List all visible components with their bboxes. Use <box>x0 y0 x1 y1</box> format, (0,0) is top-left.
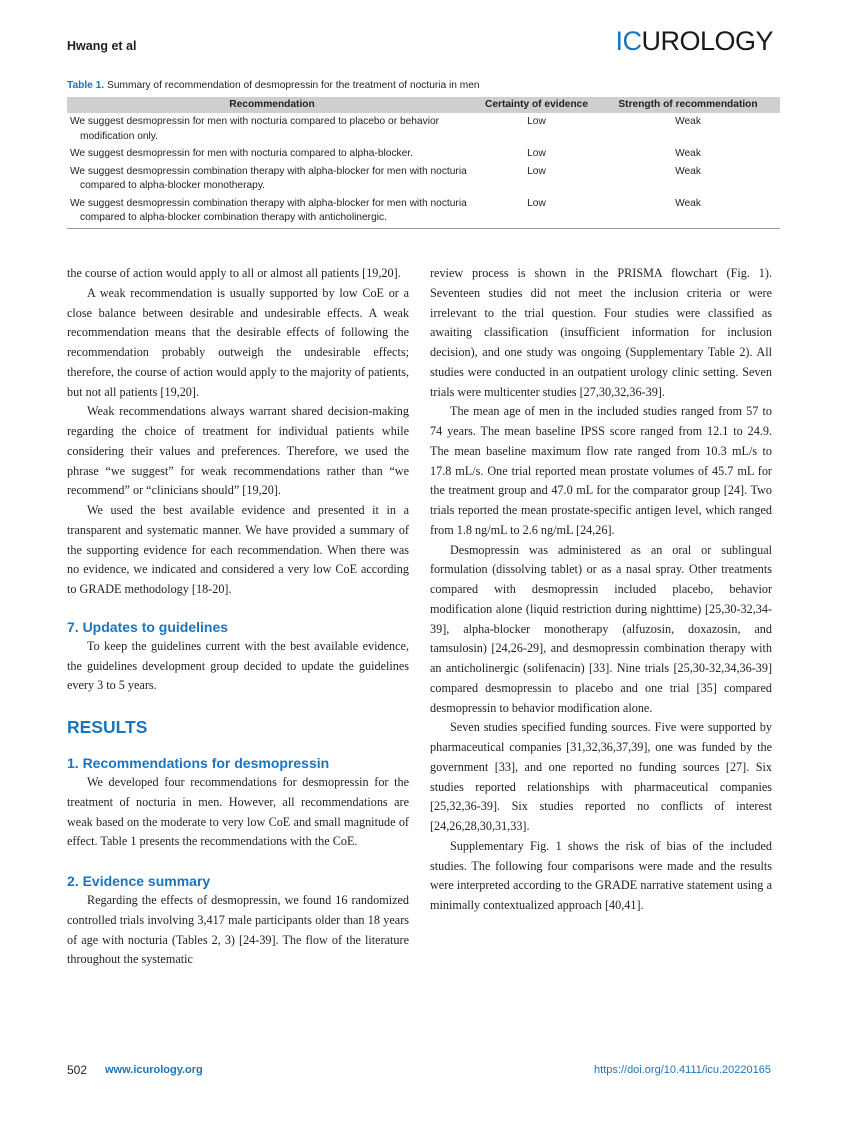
paragraph: Weak recommendations always warrant shared decision-making regarding the choice of treatment for individual patients while considering their values and preferences. Therefore, we used the phrase “we suggest” for weak recommendations rather than “we recommend” or “clinicians should” [19,20]. <box>67 404 409 498</box>
paragraph: The mean age of men in the included studies ranged from 57 to 74 years. The mean baseline IPSS score ranged from 12.1 to 24.9. The mean baseline maximum flow rate ranged from 10.3 mL/s to 17.8 mL/s. One trial reported mean prostate volumes of 45.7 mL for the treatment group and 47.0 mL for the comparator group [24]. Two trials reported the mean prostate-specific antigen level, which ranged from 1.8 ng/mL to 2.6 ng/mL [24,26]. <box>430 404 772 537</box>
heading-evidence-summary: 2. Evidence summary <box>67 873 211 889</box>
table-row <box>67 195 780 228</box>
cell-recommendation: We suggest desmopressin for men with nocturia compared to placebo or behavior modification only. <box>70 116 440 142</box>
paragraph: To keep the guidelines current with the best available evidence, the guidelines development group decided to update the guidelines every 3 to 5 years. <box>67 638 409 693</box>
cell-certainty: Low <box>477 195 596 228</box>
paragraph: Desmopressin was administered as an oral or sublingual formulation (dissolving tablet) or as a nasal spray. Other treatments compared with desmopressin included placebo, behavior modification alone (liquid restriction during nighttime) [25,30-32,34-39], alpha-blocker monotherapy (alfuzosin, doxazosin, and tamsulosin) [24,26-29], and desmopressin combination therapy with an anticholinergic (solifenacin) [33]. Nine trials [25,30-32,34,36-39] compared desmopressin to placebo and one trial [35] compared desmopressin to behavior modification alone. <box>430 542 772 715</box>
heading-recommendations: 1. Recommendations for desmopressin <box>67 755 330 771</box>
cell-certainty: Low <box>527 148 546 160</box>
header-strength: Strength of recommendation <box>596 97 780 113</box>
paragraph: We used the best available evidence and presented it in a transparent and systematic manner. We have provided a summary of the supporting evidence for each recommendation. When there was no evidence, we indicated and considered a very low CoE according to GRADE methodology [18-20]. <box>67 503 409 596</box>
journal-url-link[interactable]: www.icurology.org <box>105 1064 203 1076</box>
cell-strength: Weak <box>675 148 701 160</box>
page-number: 502 <box>67 1063 88 1077</box>
logo-urology: UROLOGY <box>641 26 773 56</box>
paragraph: Regarding the effects of desmopressin, we found 16 randomized controlled trials involving 3,417 male participants older than 18 years of age with nocturia (Tables 2, 3) [24-39]. The flow of the literature throughout the systematic <box>67 893 409 967</box>
cell-recommendation: We suggest desmopressin combination therapy with alpha-blocker for men with nocturia compared to alpha-blocker combination therapy with anticholinergic. <box>67 195 477 228</box>
cell-recommendation: We suggest desmopressin combination therapy with alpha-blocker for men with nocturia compared to alpha-blocker monotherapy. <box>70 165 467 192</box>
logo-ic: IC <box>615 26 642 56</box>
cell-strength: Weak <box>596 195 780 228</box>
table-row <box>67 145 780 162</box>
paragraph: Seven studies specified funding sources. Five were supported by pharmaceutical companies [31,32,36,37,39], one was funded by the government [33], and one reported no funding sources [27]. Six studies reported relationships with pharmaceutical companies [25,32,36-39]. Six studies reported no conflicts of interest [24,26,28,30,31,33]. <box>430 720 772 833</box>
cell-strength: Weak <box>675 116 701 128</box>
left-column <box>67 264 409 970</box>
paragraph: Supplementary Fig. 1 shows the risk of bias of the included studies. The following four comparisons were made and the results were interpreted according to the GRADE narrative statement using a minimally contextualized approach [40,41]. <box>430 838 772 912</box>
cell-recommendation: We suggest desmopressin for men with nocturia compared to alpha-blocker. <box>70 148 413 160</box>
table-caption <box>67 80 480 91</box>
table-row <box>67 163 780 195</box>
paragraph: review process is shown in the PRISMA flowchart (Fig. 1). Seventeen studies did not meet the inclusion criteria or were irrelevant to the trial question. Four studies were classified as awaiting classification (insufficient information for inclusion decision), and one study was ongoing (Supplementary Table 2). All studies were conducted in an outpatient urology clinic setting. Seven trials were multicenter studies [27,30,32,36-39]. <box>430 266 772 399</box>
cell-certainty: Low <box>527 116 546 128</box>
table-caption-text: Summary of recommendation of desmopressin for the treatment of nocturia in men <box>104 80 480 91</box>
right-column <box>430 264 772 916</box>
table-label: Table 1. <box>67 80 105 91</box>
doi-link[interactable]: https://doi.org/10.4111/icu.20220165 <box>594 1064 771 1076</box>
table-row <box>67 113 780 145</box>
heading-results: RESULTS <box>67 717 148 737</box>
paragraph: We developed four recommendations for desmopressin for the treatment of nocturia in men. However, all recommendations are weak based on the moderate to very low CoE and small magnitude of effect. Table 1 presents the recommendations with the CoE. <box>67 775 409 849</box>
paragraph: the course of action would apply to all or almost all patients [19,20]. <box>67 266 401 280</box>
journal-logo <box>615 26 773 57</box>
header-recommendation: Recommendation <box>67 97 477 113</box>
running-head: Hwang et al <box>67 39 137 53</box>
header-certainty: Certainty of evidence <box>477 97 596 113</box>
summary-table <box>67 97 780 229</box>
heading-updates-to-guidelines: 7. Updates to guidelines <box>67 618 229 635</box>
cell-certainty: Low <box>527 165 546 177</box>
cell-strength: Weak <box>675 165 701 177</box>
paragraph: A weak recommendation is usually supported by low CoE or a close balance between desirable and undesirable effects. A weak recommendation means that the desirable effects of following the recommendation probably outweigh the undesirable effects; therefore, the course of action would apply to the majority of patients, but not all patients [19,20]. <box>67 285 409 399</box>
